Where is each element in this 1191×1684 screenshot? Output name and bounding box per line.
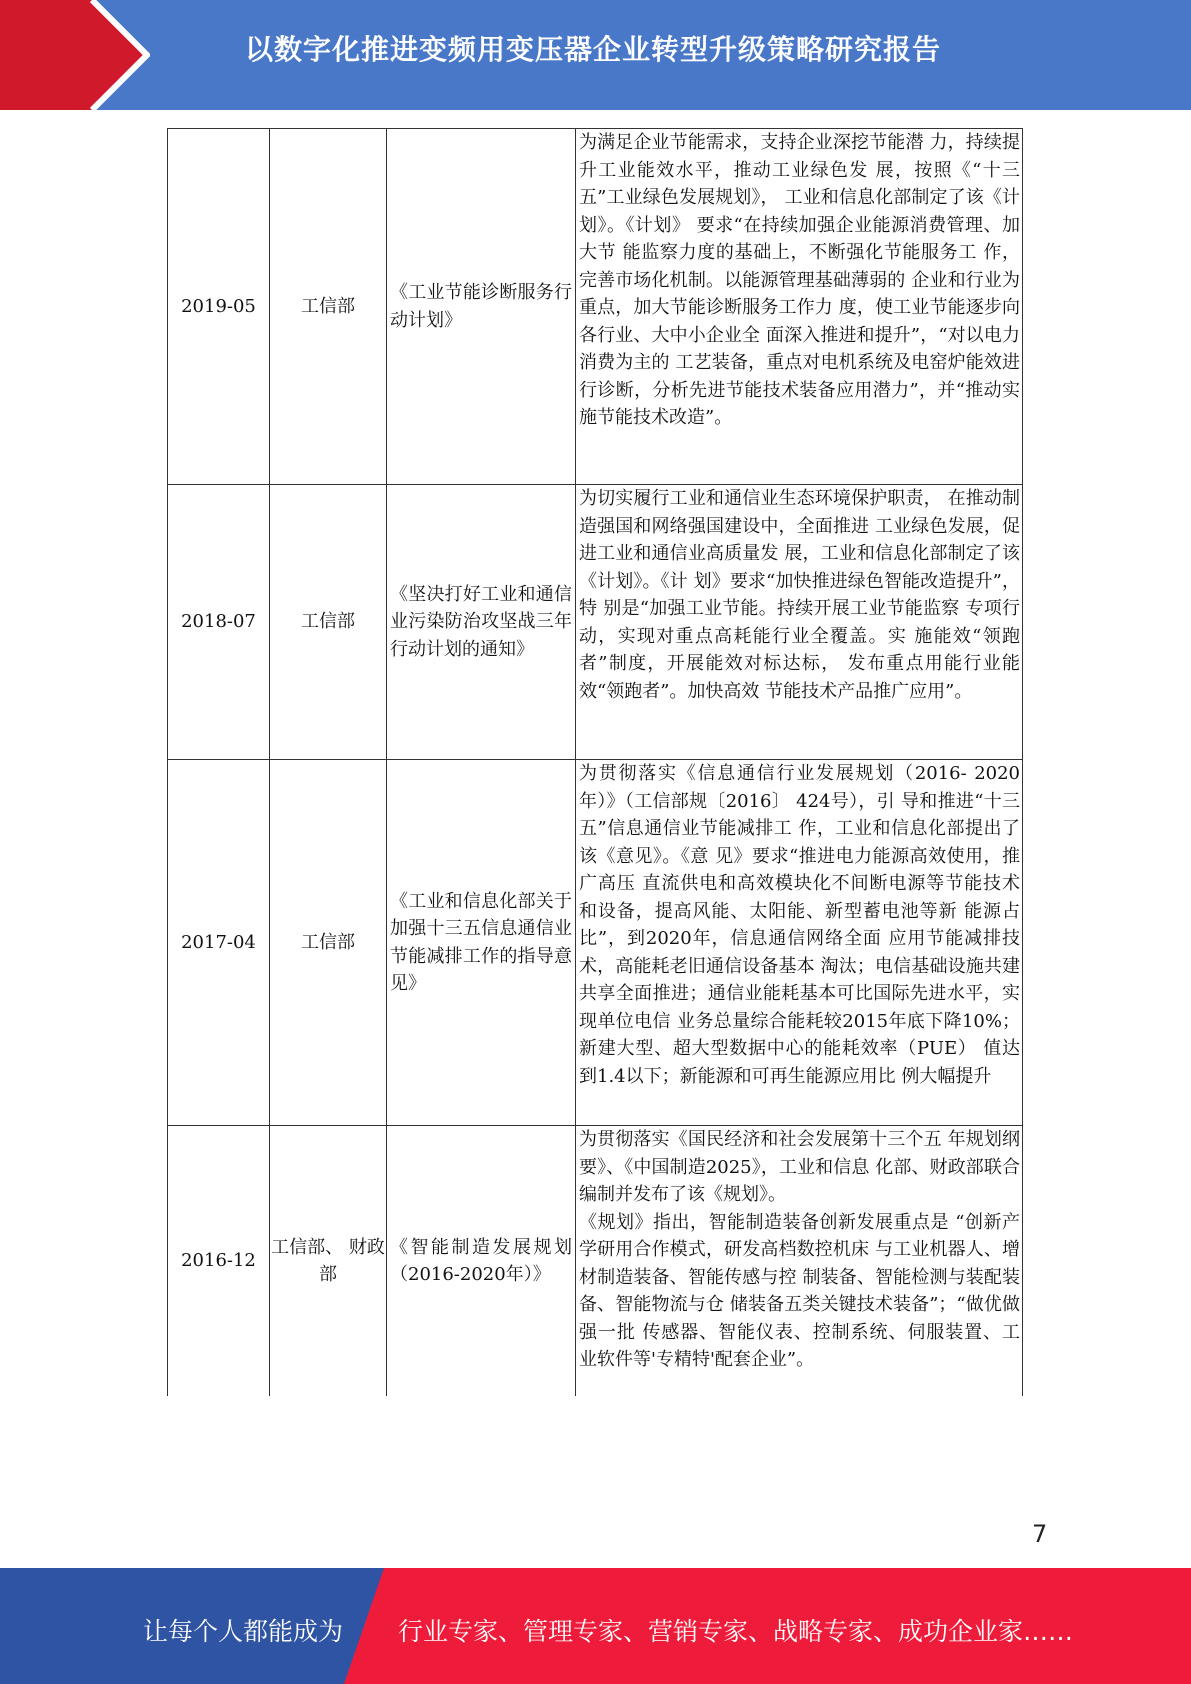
department-cell: 工信部 — [270, 760, 387, 1126]
date-cell: 2016-12 — [168, 1126, 270, 1397]
department-cell: 工信部 — [270, 485, 387, 760]
policy-description-cell — [576, 1126, 1023, 1397]
policy-name-cell: 《工业节能诊断服务行动计划》 — [387, 129, 576, 485]
policy-description: 为切实履行工业和通信业生态环境保护职责， 在推动制造强国和网络强国建设中，全面推进 工业绿色发展，促进工业和通信业高质量发 展，工业和信息化部制定了该《计划》。《计 划》要求“加快推进绿色智能改造提升”，特 别是“加强工业节能。持续开展工业节能监察 专项行动，实现对重点高耗能行业全覆盖。实 施能效“领跑者”制度，开展能效对标达标， 发布重点用能行业能效“领跑者”。加快高效 节能技术产品推广应用”。 — [579, 488, 1020, 702]
table-row — [168, 1126, 1023, 1397]
date-cell: 2018-07 — [168, 485, 270, 760]
policy-description: 为贯彻落实《国民经济和社会发展第十三个五 年规划纲要》、《中国制造2025》，工业和信息 化部、财政部联合编制并发布了该《规划》。 《规划》指出，智能制造装备创新发展重点是 “创新产学研用合作模式，研发高档数控机床 与工业机器人、增材制造装备、智能传感与控 制装备、智能检测与装配装备、智能物流与仓 储装备五类关键技术装备”；“做优做强一批 传感器、智能仪表、控制系统、伺服装置、工 业软件等'专精特'配套企业”。 — [579, 1129, 1020, 1370]
policy-name-cell: 《工业和信息化部关于加强十三五信息通信业节能减排工作的指导意见》 — [387, 760, 576, 1126]
date-cell: 2019-05 — [168, 129, 270, 485]
date-cell: 2017-04 — [168, 760, 270, 1126]
policy-description-cell — [576, 485, 1023, 760]
page-header — [0, 0, 1191, 110]
policy-description-cell — [576, 760, 1023, 1126]
policy-description: 为满足企业节能需求，支持企业深挖节能潜 力，持续提升工业能效水平，推动工业绿色发 展，按照《“十三五”工业绿色发展规划》， 工业和信息化部制定了该《计划》。《计划》 要求“在持续加强企业能源消费管理、加大节 能监察力度的基础上，不断强化节能服务工 作，完善市场化机制。以能源管理基础薄弱的 企业和行业为重点，加大节能诊断服务工作力 度，使工业节能逐步向各行业、大中小企业全 面深入推进和提升”，“对以电力消费为主的 工艺装备，重点对电机系统及电窑炉能效进行诊断，分析先进节能技术装备应用潜力”，并“推动实施节能技术改造”。 — [579, 132, 1020, 428]
table-row — [168, 129, 1023, 485]
table-row — [168, 760, 1023, 1126]
policy-description-cell — [576, 129, 1023, 485]
page-number: 7 — [1032, 1520, 1048, 1548]
table-row — [168, 485, 1023, 760]
department-cell: 工信部 — [270, 129, 387, 485]
policy-name-cell: 《坚决打好工业和通信业污染防治攻坚战三年行动计划的通知》 — [387, 485, 576, 760]
department-cell: 工信部、 财政部 — [270, 1126, 387, 1397]
footer-slogan-right: 行业专家、管理专家、营销专家、战略专家、成功企业家…… — [398, 1617, 1074, 1646]
report-title: 以数字化推进变频用变压器企业转型升级策略研究报告 — [245, 33, 942, 66]
policy-table — [167, 128, 1023, 1396]
policy-description: 为贯彻落实《信息通信行业发展规划（2016- 2020年）》（工信部规〔2016〕 424号），引 导和推进“十三五”信息通信业节能减排工 作，工业和信息化部提出了该《意见》。《意 见》要求“推进电力能源高效使用，推广高压 直流供电和高效模块化不间断电源等节能技术 和设备，提高风能、太阳能、新型蓄电池等新 能源占比”，到2020年，信息通信网络全面 应用节能减排技术，高能耗老旧通信设备基本 淘汰；电信基础设施共建共享全面推进；通信业能耗基本可比国际先进水平，实现单位电信 业务总量综合能耗较2015年底下降10%；新建大型、超大型数据中心的能耗效率（PUE） 值达到1.4以下；新能源和可再生能源应用比 例大幅提升 — [579, 763, 1020, 1087]
policy-name-cell: 《智能制造发展规划 （2016-2020年）》 — [387, 1126, 576, 1397]
footer-slogan-left: 让每个人都能成为 — [143, 1617, 344, 1646]
page-footer — [0, 1568, 1191, 1684]
header-arrow-graphic — [0, 0, 150, 110]
